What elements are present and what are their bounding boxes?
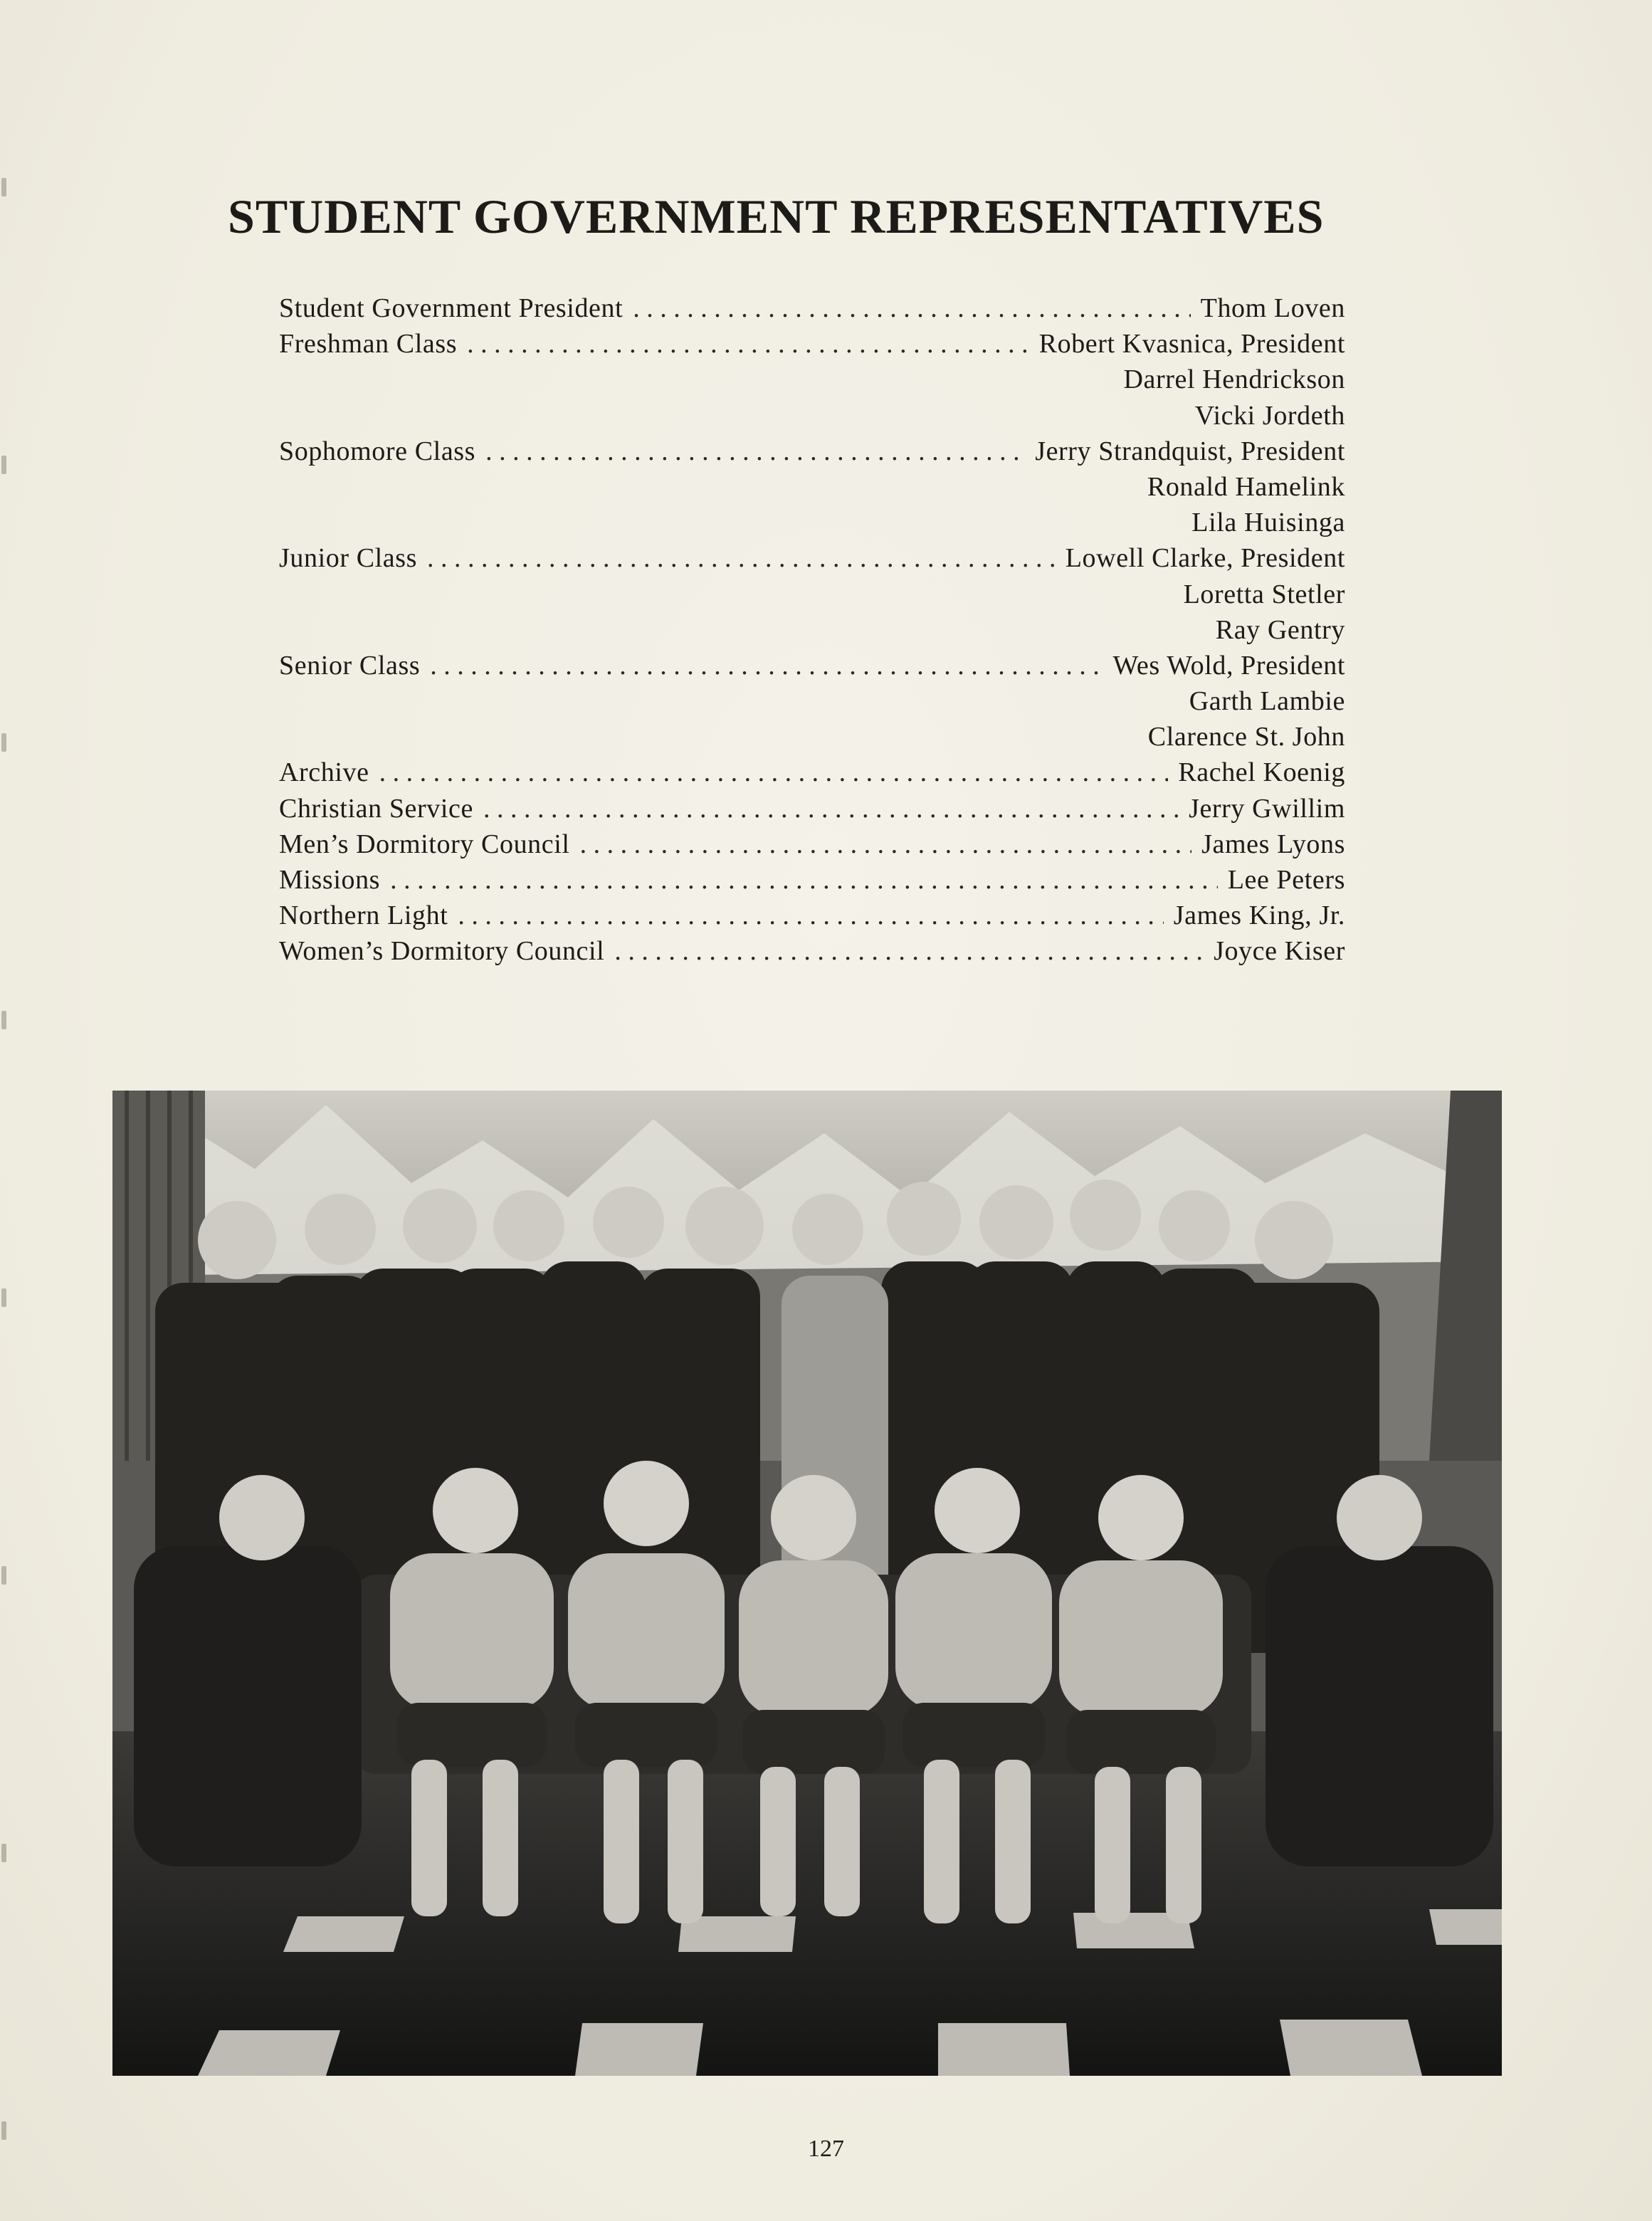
dot-leader — [390, 862, 1218, 898]
roster-row — [279, 791, 1345, 826]
page-title: STUDENT GOVERNMENT REPRESENTATIVES — [228, 189, 1325, 243]
dot-leader — [614, 933, 1204, 969]
role-label: Junior Class — [279, 543, 418, 574]
roster-row — [279, 826, 1345, 862]
role-label: Christian Service — [279, 793, 473, 824]
representative-name: Ray Gentry — [1215, 614, 1345, 645]
role-label: Freshman Class — [279, 329, 458, 359]
roster-row-continuation — [279, 362, 1345, 397]
dot-leader — [467, 326, 1029, 362]
roster-row — [279, 898, 1345, 933]
role-label: Missions — [279, 865, 381, 895]
roster-row-continuation — [279, 469, 1345, 505]
roster-row-continuation — [279, 577, 1345, 612]
dot-leader — [485, 434, 1025, 469]
role-label: Student Government President — [279, 293, 624, 323]
roster-row-continuation — [279, 505, 1345, 540]
dot-leader — [633, 290, 1190, 326]
representative-name: Garth Lambie — [1189, 686, 1345, 717]
dot-leader — [427, 540, 1056, 576]
representative-name: Thom Loven — [1200, 293, 1345, 323]
group-photo — [112, 1091, 1502, 2076]
roster-row-continuation — [279, 719, 1345, 755]
representative-name: Lowell Clarke, President — [1065, 543, 1345, 574]
representative-name: James King, Jr. — [1173, 901, 1345, 931]
roster-row — [279, 540, 1345, 576]
roster-row-continuation — [279, 683, 1345, 719]
representative-name: Darrel Hendrickson — [1123, 364, 1345, 395]
roster-row — [279, 434, 1345, 469]
role-label: Archive — [279, 757, 369, 788]
representative-name: Lila Huisinga — [1191, 508, 1345, 538]
representative-name: Wes Wold, President — [1112, 650, 1345, 681]
representative-name: Rachel Koenig — [1178, 757, 1345, 788]
role-label: Sophomore Class — [279, 436, 476, 466]
roster-row — [279, 290, 1345, 326]
dot-leader — [580, 826, 1192, 862]
roster-row-continuation — [279, 398, 1345, 434]
representative-name: James Lyons — [1201, 829, 1345, 859]
role-label: Women’s Dormitory Council — [279, 936, 605, 967]
roster-row-continuation — [279, 612, 1345, 648]
representative-name: Ronald Hamelink — [1147, 471, 1345, 502]
representative-name: Clarence St. John — [1147, 722, 1345, 752]
representative-name: Robert Kvasnica, President — [1038, 329, 1345, 359]
role-label: Men’s Dormitory Council — [279, 829, 570, 859]
representative-name: Lee Peters — [1227, 865, 1345, 895]
role-label: Northern Light — [279, 901, 448, 931]
dot-leader — [458, 898, 1163, 933]
role-label: Senior Class — [279, 650, 421, 681]
roster-row — [279, 326, 1345, 362]
page-number: 127 — [808, 2136, 844, 2162]
roster-row — [279, 933, 1345, 969]
dot-leader — [430, 648, 1103, 683]
dot-leader — [379, 755, 1169, 790]
roster-row — [279, 648, 1345, 683]
representatives-list — [279, 290, 1345, 970]
representative-name: Jerry Strandquist, President — [1035, 436, 1345, 466]
representative-name: Vicki Jordeth — [1194, 400, 1345, 431]
binding-edge — [0, 0, 11, 2221]
representative-name: Loretta Stetler — [1183, 579, 1345, 609]
dot-leader — [483, 791, 1179, 826]
roster-row — [279, 862, 1345, 898]
representative-name: Jerry Gwillim — [1189, 793, 1345, 824]
roster-row — [279, 755, 1345, 790]
representative-name: Joyce Kiser — [1214, 936, 1345, 967]
